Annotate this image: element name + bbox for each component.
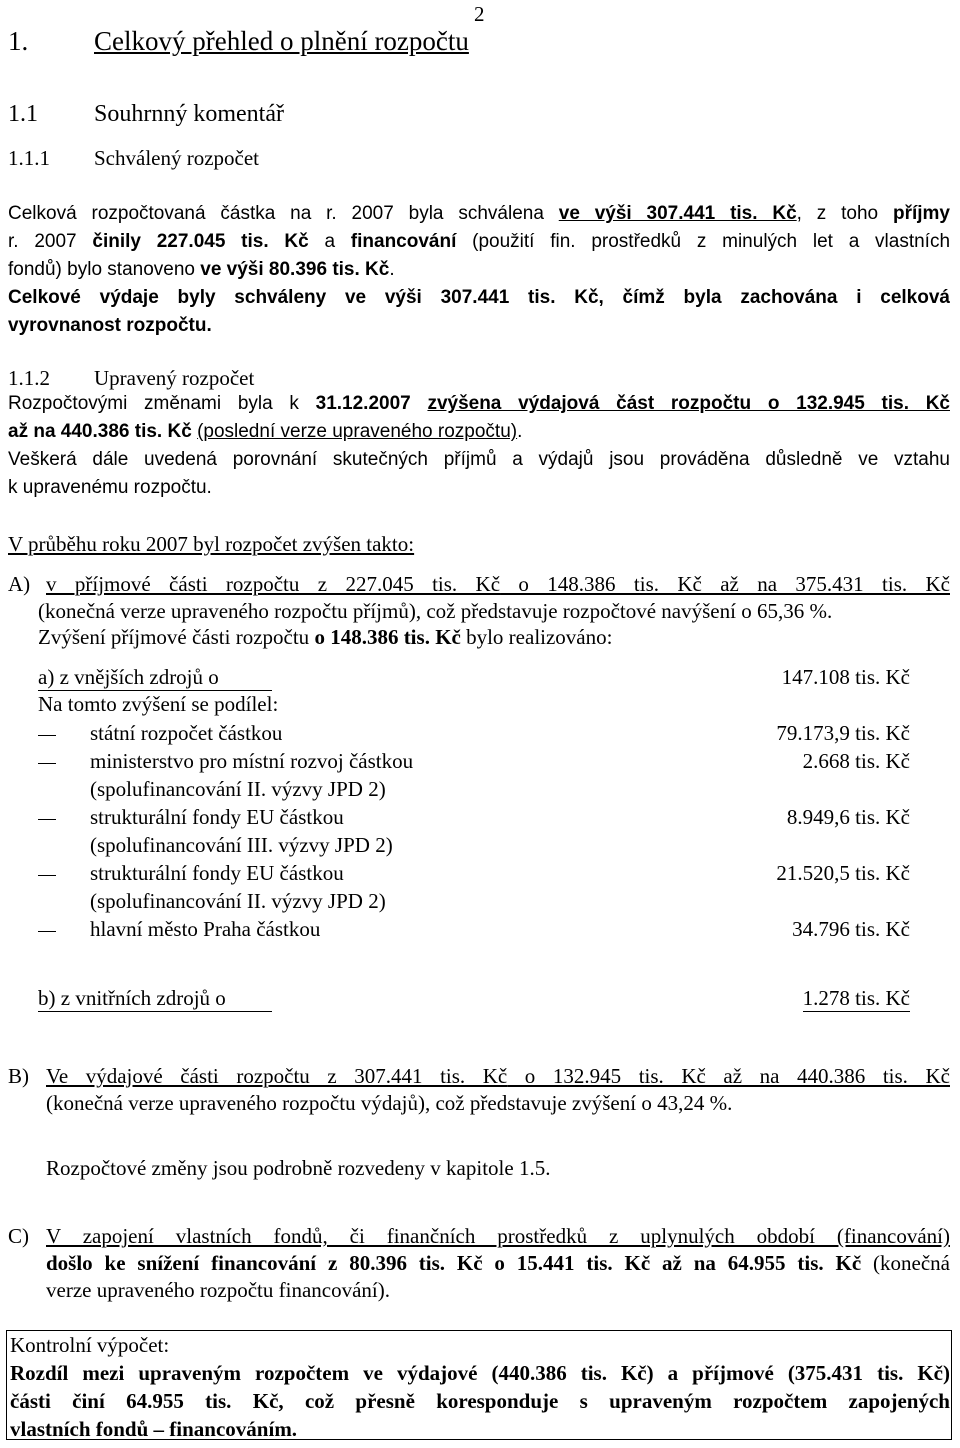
list-item-detail: (spolufinancování III. výzvy JPD 2) [90,833,393,857]
section-c-label: C) [8,1224,29,1248]
approved-paragraph-line-5: vyrovnanost rozpočtu. [8,315,212,336]
heading-1 [8,26,469,57]
heading-3-title: Upravený rozpočet [94,366,255,390]
heading-3-title: Schválený rozpočet [94,146,260,170]
heading-2 [8,101,284,128]
control-line-1: Rozdíl mezi upraveným rozpočtem ve výdajové (440.386 tis. Kč) a příjmové (375.431 tis. Kč) [10,1361,950,1385]
heading-3-number: 1.1.1 [8,146,50,170]
list-item: státní rozpočet částkou 79.173,9 tis. Kč [38,721,910,746]
list-item-amount: 79.173,9 tis. Kč [776,721,910,745]
adjusted-paragraph-line-2: až na 440.386 tis. Kč (poslední verze upraveného rozpočtu). [8,421,523,442]
external-sources-row [38,665,910,691]
page-number: 2 [474,2,485,26]
list-item: strukturální fondy EU částkou 21.520,5 tis. Kč [38,861,910,886]
external-sources-heading: a) z vnějších zdrojů o [38,665,272,691]
approved-paragraph-line-3: fondů) bylo stanoveno ve výši 80.396 tis. Kč. [8,259,395,280]
list-item: hlavní město Praha částkou 34.796 tis. Kč [38,917,910,942]
section-b-label: B) [8,1064,29,1088]
section-b-line-1: Ve výdajové části rozpočtu z 307.441 tis. Kč o 132.945 tis. Kč až na 440.386 tis. Kč [46,1064,950,1088]
heading-2-title: Souhrnný komentář [94,101,284,127]
heading-3-adjusted [8,366,255,391]
dash-bullet [38,763,56,764]
heading-1-title: Celkový přehled o plnění rozpočtu [94,26,469,56]
section-c-line-3: verze upraveného rozpočtu financování). [46,1278,390,1302]
dash-bullet [38,819,56,820]
section-a-line-1: v příjmové části rozpočtu z 227.045 tis. Kč o 148.386 tis. Kč až na 375.431 tis. Kč [46,572,950,596]
section-b-line-2: (konečná verze upraveného rozpočtu výdajů), což představuje zvýšení o 43,24 %. [46,1091,733,1115]
dash-bullet [38,875,56,876]
section-a-line-3: Zvýšení příjmové části rozpočtu o 148.386 tis. Kč bylo realizováno: [38,625,613,649]
list-item-detail: (spolufinancování II. výzvy JPD 2) [90,889,386,913]
internal-sources-row [38,986,910,1012]
adjusted-paragraph-line-4: k upravenému rozpočtu. [8,477,212,498]
heading-1-number: 1. [8,26,29,56]
control-line-3: vlastních fondů – financováním. [10,1417,298,1441]
list-item-amount: 34.796 tis. Kč [792,917,910,941]
adjusted-paragraph-line-1: Rozpočtovými změnami byla k 31.12.2007 zvýšena výdajová část rozpočtu o 132.945 tis. Kč [8,393,950,414]
section-a-label: A) [8,572,31,596]
list-item-amount: 21.520,5 tis. Kč [776,861,910,885]
dash-bullet [38,735,56,736]
heading-3-approved [8,146,260,171]
external-sources-total: 147.108 tis. Kč [781,665,910,689]
list-item-detail: (spolufinancování II. výzvy JPD 2) [90,777,386,801]
list-item-amount: 8.949,6 tis. Kč [786,805,910,829]
section-c-line-2: došlo ke snížení financování z 80.396 tis. Kč o 15.441 tis. Kč až na 64.955 tis. Kč (konečná [46,1251,950,1275]
section-b-note: Rozpočtové změny jsou podrobně rozvedeny v kapitole 1.5. [46,1156,551,1180]
section-c-line-1: V zapojení vlastních fondů, či finančních prostředků z uplynulých období (financování) [46,1224,950,1248]
approved-paragraph-line-2: r. 2007 činily 227.045 tis. Kč a financování (použití fin. prostředků z minulých let a vlastních [8,231,951,252]
dash-bullet [38,931,56,932]
approved-paragraph-line-1: Celková rozpočtovaná částka na r. 2007 byla schválena ve výši 307.441 tis. Kč, z toho příjmy [8,203,950,224]
heading-3-number: 1.1.2 [8,366,50,390]
control-line-2: části činí 64.955 tis. Kč, což přesně koresponduje s upraveným rozpočtem zapojených [10,1389,950,1413]
internal-sources-total: 1.278 tis. Kč [802,986,910,1010]
control-title: Kontrolní výpočet: [10,1333,170,1357]
approved-paragraph-line-4: Celkové výdaje byly schváleny ve výši 307.441 tis. Kč, čímž byla zachována i celková [8,287,950,308]
summary-heading: V průběhu roku 2007 byl rozpočet zvýšen takto: [8,532,415,556]
list-item-amount: 2.668 tis. Kč [802,749,910,773]
list-item: strukturální fondy EU částkou 8.949,6 tis. Kč [38,805,910,830]
internal-sources-heading: b) z vnitřních zdrojů o [38,986,272,1012]
external-intro: Na tomto zvýšení se podílel: [38,692,279,716]
section-a-line-2: (konečná verze upraveného rozpočtu příjmů), což představuje rozpočtové navýšení o 65,36 %. [38,599,833,623]
list-item: ministerstvo pro místní rozvoj částkou 2.668 tis. Kč [38,749,910,774]
heading-2-number: 1.1 [8,101,38,127]
adjusted-paragraph-line-3: Veškerá dále uvedená porovnání skutečných příjmů a výdajů jsou prováděna důsledně ve vztahu [8,449,950,470]
